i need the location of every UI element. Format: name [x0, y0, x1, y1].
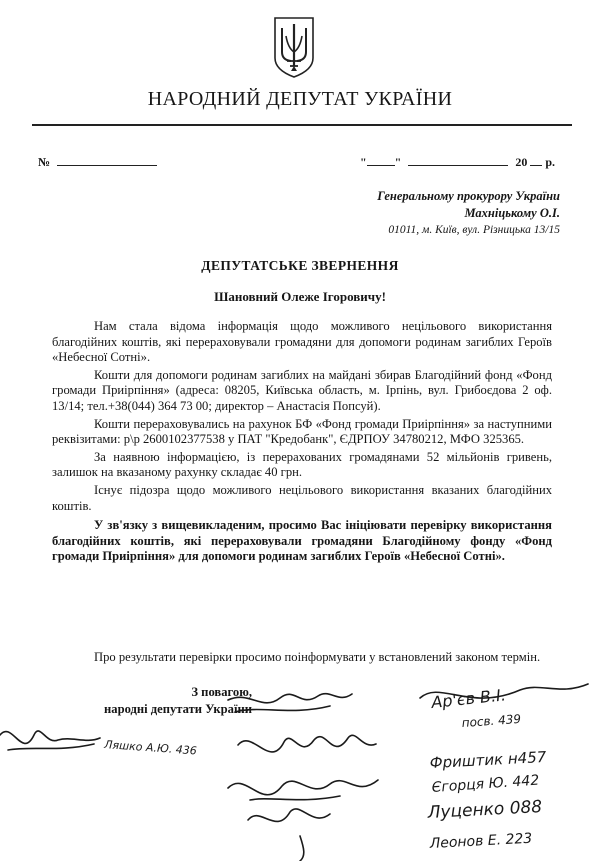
year-suffix: р.	[545, 155, 556, 169]
signature-text: Ар'єв В.І.	[430, 685, 507, 712]
document-title: ДЕПУТАТСЬКЕ ЗВЕРНЕННЯ	[201, 258, 399, 273]
body-paragraph: Існує підозра щодо можливого нецільового використання вказаних благодійних коштів.	[52, 482, 552, 513]
closing-sentence: Про результати перевірки просимо поінформувати у встановлений законом термін.	[94, 650, 541, 664]
year-prefix: 20	[515, 155, 528, 169]
signature-scribble	[238, 735, 376, 752]
signature-text: Леонов Е. 223	[429, 830, 533, 852]
signature-scribble	[228, 780, 378, 795]
request-paragraph: У зв'язку з вищевикладеним, просимо Вас ініціювати перевірку використання благодійних коштів, які перераховували громадяни Благодійному фонду «Фонд громади Приірпіння» для допомоги родинам загиблих Героїв «Небесної Сотні».	[52, 518, 552, 564]
signature-scribble	[250, 796, 340, 800]
addressee-address: 01011, м. Київ, вул. Різницька 13/15	[388, 224, 560, 236]
signature-text: Фриштик н457	[429, 747, 547, 772]
signature-scribble	[228, 694, 352, 703]
signature-scribble	[235, 706, 330, 712]
salutation: Шановний Олеже Ігоровичу!	[214, 289, 386, 304]
number-prefix: №	[38, 155, 51, 169]
body-paragraph: Кошти перераховувались на рахунок БФ «Фонд громади Приірпіння» за наступними реквізитами: р\р 2600102377538 у ПАТ "Кредобанк", ЄДРПОУ 34780212, МФО 325365.	[52, 416, 552, 447]
regards-line: З повагою,	[191, 685, 252, 699]
signature-text: посв. 439	[461, 711, 522, 730]
body-paragraph: Кошти для допомоги родинам загиблих на майдані збирав Благодійний фонд «Фонд громади Приірпіння» (адреса: 08205, Київська область, м. Ірпінь, вул. Грибоєдова 2 оф. 13/14; тел.+38(044) 364 73 00; директор – Анастасія Попсуй).	[52, 367, 552, 413]
signature-text: Єгорця Ю. 442	[431, 772, 540, 796]
signature-scribble	[300, 836, 304, 861]
body-paragraph: За наявною інформацією, із перерахованих громадянами 52 мільйонів гривень, залишок на вказаному рахунку складає 40 грн.	[52, 449, 552, 480]
signature-scribble	[8, 744, 94, 750]
signature-scribble	[0, 731, 100, 743]
signature-scribble	[248, 809, 330, 822]
addressee-position: Генеральному прокурору України	[377, 189, 560, 203]
date-close-quote: "	[394, 155, 402, 169]
signature-text: Луценко 088	[427, 797, 543, 823]
signature-text: Ляшко А.Ю. 436	[103, 738, 198, 758]
body-paragraph: Нам стала відома інформація щодо можливого нецільового використання благодійних коштів, які перераховували громадяни для допомоги родинам загиблих Героїв «Небесної Сотні».	[52, 319, 552, 365]
signatories-label: народні депутати України	[104, 702, 252, 716]
addressee-name: Махніцькому О.І.	[464, 206, 560, 220]
page-title: НАРОДНИЙ ДЕПУТАТ УКРАЇНИ	[147, 88, 453, 110]
date-open-quote: "	[360, 155, 367, 169]
